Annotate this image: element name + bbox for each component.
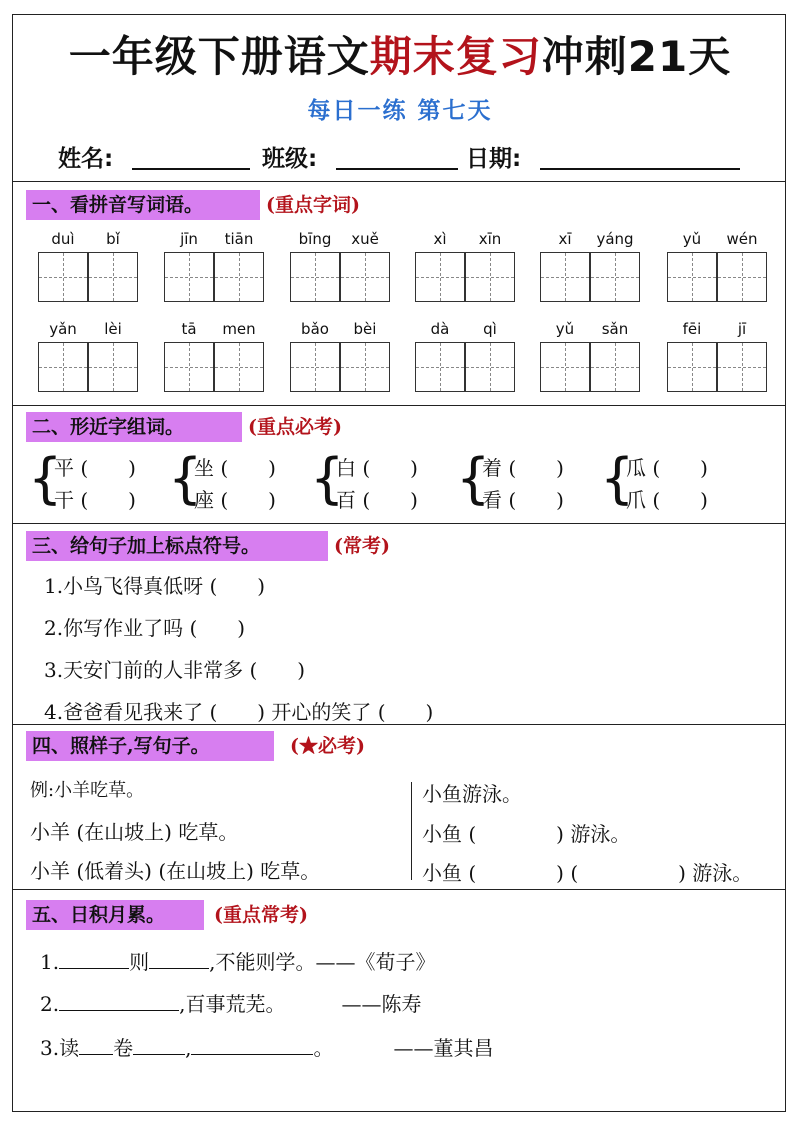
writing-cell[interactable] bbox=[465, 252, 515, 302]
writing-cell[interactable] bbox=[214, 252, 264, 302]
brace-icon: { bbox=[28, 447, 63, 510]
writing-cell[interactable] bbox=[88, 342, 138, 392]
similar-char-item: 白 ( ) bbox=[336, 456, 418, 480]
similar-char-item: 爪 ( ) bbox=[626, 488, 708, 512]
recite-line-1: 1. 则 ,不能则学。——《荀子》 bbox=[40, 950, 436, 974]
pinyin-label: jīn bbox=[180, 230, 198, 248]
punct-item-3: 3.天安门前的人非常多 ( ) bbox=[44, 658, 306, 682]
page-subtitle: 每日一练 第七天 bbox=[307, 97, 493, 124]
exercise-line-2: 小鱼 ( ) 游泳。 bbox=[422, 822, 631, 846]
writing-cell[interactable] bbox=[590, 252, 640, 302]
pinyin-label: bīng bbox=[298, 230, 332, 248]
writing-cell[interactable] bbox=[290, 342, 340, 392]
writing-cell[interactable] bbox=[290, 252, 340, 302]
similar-char-item: 坐 ( ) bbox=[194, 456, 276, 480]
writing-cell[interactable] bbox=[38, 252, 88, 302]
name-label: 姓名: bbox=[58, 146, 114, 172]
writing-cell[interactable] bbox=[415, 252, 465, 302]
pinyin-label: xī bbox=[558, 230, 572, 248]
example-line-2: 小羊 (在山坡上) 吃草。 bbox=[30, 820, 239, 844]
pinyin-label: xīn bbox=[478, 230, 502, 248]
pinyin-label: bǎo bbox=[301, 320, 329, 338]
pinyin-label: duì bbox=[51, 230, 75, 248]
pinyin-label: yǔ bbox=[555, 320, 575, 338]
class-blank[interactable] bbox=[336, 168, 458, 170]
pinyin-label: fēi bbox=[682, 320, 702, 338]
divider bbox=[13, 405, 786, 406]
pinyin-label: qì bbox=[483, 320, 497, 338]
blank[interactable] bbox=[59, 950, 129, 969]
pinyin-label: yǔ bbox=[682, 230, 702, 248]
punct-item-2: 2.你写作业了吗 ( ) bbox=[44, 616, 246, 640]
name-blank[interactable] bbox=[132, 168, 250, 170]
section5-heading: 五、日积月累。 bbox=[26, 900, 204, 930]
section5-note: (重点常考) bbox=[214, 904, 308, 926]
divider bbox=[13, 889, 786, 890]
punct-item-1: 1.小鸟飞得真低呀 ( ) bbox=[44, 574, 266, 598]
writing-cell[interactable] bbox=[164, 342, 214, 392]
writing-cell[interactable] bbox=[164, 252, 214, 302]
pinyin-label: yáng bbox=[596, 230, 634, 248]
pinyin-label: xì bbox=[433, 230, 447, 248]
title-part-2: 期末复习 bbox=[369, 32, 542, 81]
brace-icon: { bbox=[456, 447, 491, 510]
section1-heading: 一、看拼音写词语。 bbox=[26, 190, 260, 220]
writing-cell[interactable] bbox=[717, 252, 767, 302]
divider bbox=[13, 181, 786, 182]
writing-cell[interactable] bbox=[214, 342, 264, 392]
recite-line-2: 2. ,百事荒芜。 ——陈寿 bbox=[40, 992, 422, 1016]
pinyin-label: dà bbox=[430, 320, 450, 338]
blank[interactable] bbox=[79, 1036, 113, 1055]
page-title bbox=[0, 24, 800, 84]
writing-cell[interactable] bbox=[465, 342, 515, 392]
pinyin-label: yǎn bbox=[49, 320, 77, 338]
pinyin-label: jī bbox=[737, 320, 747, 338]
divider bbox=[13, 724, 786, 725]
writing-cell[interactable] bbox=[88, 252, 138, 302]
section4-note: (★必考) bbox=[290, 735, 365, 757]
title-part-1: 一年级下册语文 bbox=[68, 32, 370, 81]
similar-char-item: 平 ( ) bbox=[54, 456, 136, 480]
blank[interactable] bbox=[149, 950, 209, 969]
writing-cell[interactable] bbox=[667, 252, 717, 302]
section3-note: (常考) bbox=[334, 535, 390, 557]
writing-cell[interactable] bbox=[590, 342, 640, 392]
section1-note: (重点字词) bbox=[266, 194, 360, 216]
section3-heading: 三、给句子加上标点符号。 bbox=[26, 531, 328, 561]
date-blank[interactable] bbox=[540, 168, 740, 170]
blank[interactable] bbox=[191, 1036, 313, 1055]
writing-cell[interactable] bbox=[540, 252, 590, 302]
pinyin-label: lèi bbox=[104, 320, 122, 338]
date-label: 日期: bbox=[466, 146, 522, 172]
exercise-line-3: 小鱼 ( ) ( ) 游泳。 bbox=[422, 861, 753, 885]
pinyin-label: tiān bbox=[224, 230, 254, 248]
section2-heading: 二、形近字组词。 bbox=[26, 412, 242, 442]
writing-cell[interactable] bbox=[667, 342, 717, 392]
pinyin-label: bǐ bbox=[106, 230, 120, 248]
writing-cell[interactable] bbox=[540, 342, 590, 392]
blank[interactable] bbox=[133, 1036, 185, 1055]
example-line-1: 例:小羊吃草。 bbox=[30, 780, 145, 801]
blank[interactable] bbox=[59, 992, 179, 1011]
similar-char-item: 百 ( ) bbox=[336, 488, 418, 512]
brace-icon: { bbox=[168, 447, 203, 510]
pinyin-label: xuě bbox=[351, 230, 379, 248]
similar-char-item: 座 ( ) bbox=[194, 488, 276, 512]
exercise-line-1: 小鱼游泳。 bbox=[422, 782, 522, 806]
writing-cell[interactable] bbox=[717, 342, 767, 392]
section4-heading: 四、照样子,写句子。 bbox=[26, 731, 274, 761]
pinyin-label: bèi bbox=[353, 320, 377, 338]
section2-note: (重点必考) bbox=[248, 416, 342, 438]
title-part-3: 冲刺21天 bbox=[541, 32, 732, 81]
writing-cell[interactable] bbox=[415, 342, 465, 392]
pinyin-label: tā bbox=[181, 320, 197, 338]
divider bbox=[13, 523, 786, 524]
similar-char-item: 看 ( ) bbox=[482, 488, 564, 512]
similar-char-item: 瓜 ( ) bbox=[626, 456, 708, 480]
similar-char-item: 干 ( ) bbox=[54, 488, 136, 512]
writing-cell[interactable] bbox=[340, 252, 390, 302]
pinyin-label: sǎn bbox=[601, 320, 629, 338]
punct-item-4: 4.爸爸看见我来了 ( ) 开心的笑了 ( ) bbox=[44, 700, 434, 724]
writing-cell[interactable] bbox=[340, 342, 390, 392]
example-line-3: 小羊 (低着头) (在山坡上) 吃草。 bbox=[30, 859, 321, 883]
pinyin-label: men bbox=[222, 320, 256, 338]
column-divider bbox=[411, 782, 412, 880]
writing-cell[interactable] bbox=[38, 342, 88, 392]
brace-icon: { bbox=[600, 447, 635, 510]
similar-char-item: 着 ( ) bbox=[482, 456, 564, 480]
brace-icon: { bbox=[310, 447, 345, 510]
class-label: 班级: bbox=[262, 146, 318, 172]
pinyin-label: wén bbox=[726, 230, 758, 248]
recite-line-3: 3.读 卷 , 。 ——董其昌 bbox=[40, 1036, 494, 1060]
